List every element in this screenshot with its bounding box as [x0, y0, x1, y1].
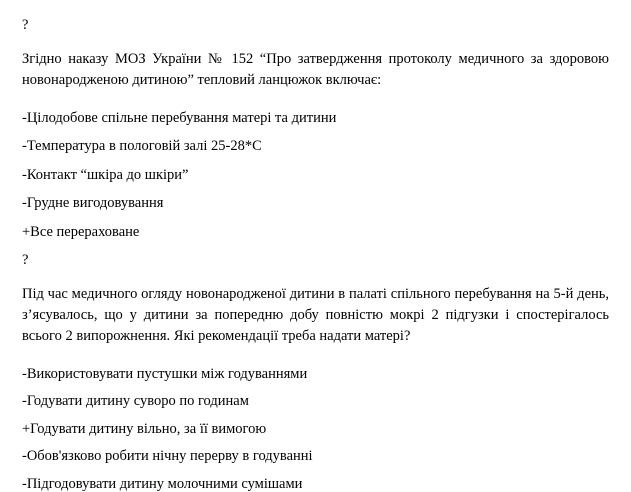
- question-2-option-5: -Підгодовувати дитину молочними сумішами: [22, 475, 303, 492]
- question-1-option-1: -Цілодобове спільне перебування матері та дитини: [22, 109, 337, 126]
- question-2-option-3-correct: +Годувати дитину вільно, за її вимогою: [22, 420, 267, 437]
- question-2-marker: ?: [22, 252, 29, 269]
- question-1-option-3: -Контакт “шкіра до шкіри”: [22, 166, 189, 183]
- question-1-stem: Згідно наказу МОЗ України № 152 “Про затвердження протоколу медичного за здоровою новонародженою дитиною” тепловий ланцюжок включає:: [22, 50, 609, 88]
- question-1-marker: ?: [22, 17, 29, 33]
- question-2-option-1: -Використовувати пустушки між годуваннями: [22, 365, 308, 382]
- question-1-option-2: -Температура в пологовій залі 25-28*С: [22, 138, 262, 155]
- question-1-option-5-correct: +Все перераховане: [22, 223, 140, 240]
- question-2-option-2: -Годувати дитину суворо по годинам: [22, 393, 249, 410]
- question-2-option-4: -Обов'язково робити нічну перерву в годуванні: [22, 448, 313, 465]
- question-1-option-4: -Грудне вигодовування: [22, 195, 164, 212]
- question-2-stem: Під час медичного огляду новонародженої дитини в палаті спільного перебування на 5-й день, з’ясувалось, що у дитини за попередню добу повністю мокрі 2 підгузки і спостерігалось всього 2 випорожнення. Які рекомендації треба надати матері?: [22, 285, 609, 344]
